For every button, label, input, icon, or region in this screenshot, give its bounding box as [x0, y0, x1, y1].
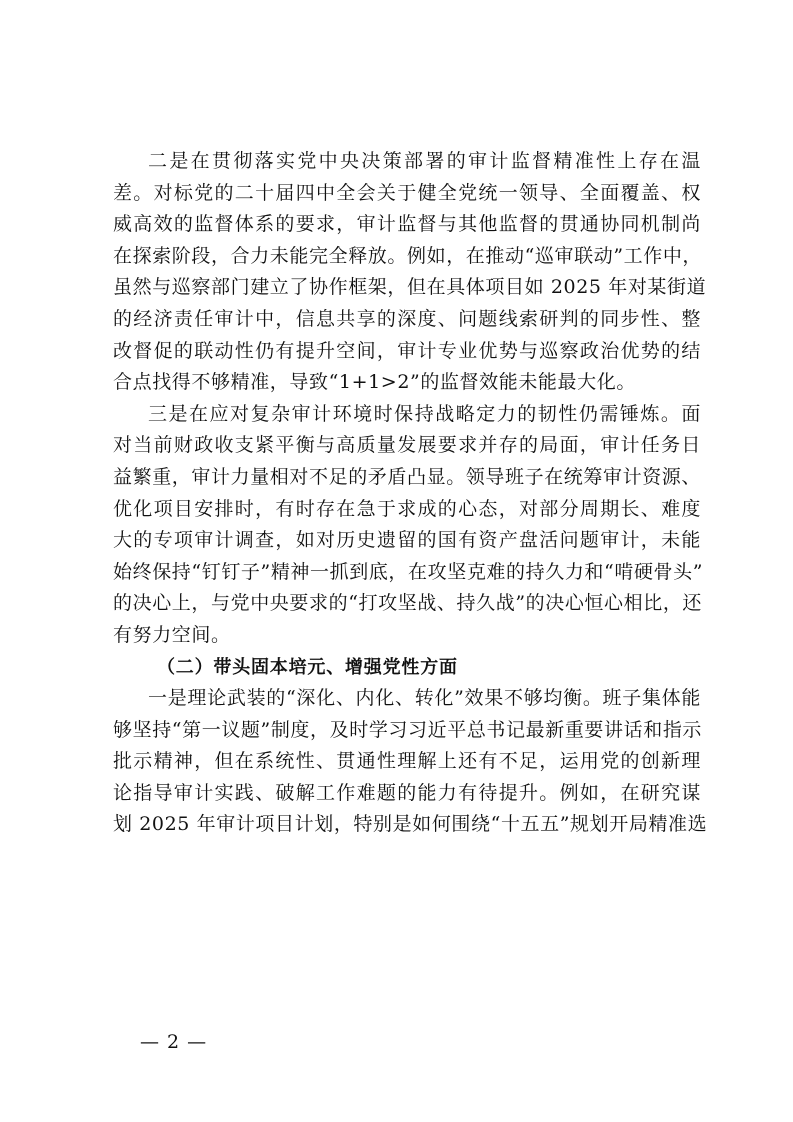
paragraph-theory-study: [113, 683, 708, 841]
text-line: 批示精神，但在系统性、贯通性理解上还有不足，运用党的创新理: [113, 750, 701, 773]
text-line: 始终保持“钉钉子”精神一抓到底，在攻坚克难的持久力和“啃硬骨头”: [113, 560, 704, 583]
page-number: — 2 —: [140, 1031, 208, 1053]
text-line: 优化项目安排时，有时存在急于求成的心态，对部分周期长、难度: [113, 497, 701, 520]
text-line: 益繁重，审计力量相对不足的矛盾凸显。领导班子在统筹审计资源、: [113, 465, 702, 488]
text-line: 划 2025 年审计项目计划，特别是如何围绕“十五五”规划开局精准选: [113, 813, 708, 836]
text-line: 在探索阶段，合力未能完全释放。例如，在推动“巡审联动”工作中，: [113, 244, 703, 267]
text-line: 论指导审计实践、破解工作难题的能力有待提升。例如，在研究谋: [113, 781, 701, 804]
text-line: 合点找得不够精准，导致“1+1>2”的监督效能未能最大化。: [113, 371, 636, 394]
text-line: 虽然与巡察部门建立了协作框架，但在具体项目如 2025 年对某街道: [113, 276, 707, 299]
section-heading: （二）带头固本培元、增强党性方面: [157, 656, 458, 678]
text-line: 三是在应对复杂审计环境时保持战略定力的韧性仍需锤炼。面: [148, 402, 701, 425]
text-line: 差。对标党的二十届四中全会关于健全党统一领导、全面覆盖、权: [113, 181, 701, 204]
text-line: 二是在贯彻落实党中央决策部署的审计监督精准性上存在温: [148, 150, 701, 172]
text-line: 威高效的监督体系的要求，审计监督与其他监督的贯通协同机制尚: [113, 213, 701, 236]
document-body: [113, 146, 708, 841]
text-line: 大的专项审计调查，如对历史遗留的国有资产盘活问题审计，未能: [113, 529, 701, 552]
paragraph-audit-precision: [113, 146, 707, 399]
text-line: 的经济责任审计中，信息共享的深度、问题线索研判的同步性、整: [113, 307, 701, 330]
text-line: 一是理论武装的“深化、内化、转化”效果不够均衡。班子集体能: [148, 687, 701, 710]
text-line: 的决心上，与党中央要求的“打攻坚战、持久战”的决心恒心相比，还: [113, 592, 703, 615]
text-line: 对当前财政收支紧平衡与高质量发展要求并存的局面，审计任务日: [113, 434, 701, 457]
text-line: 够坚持“第一议题”制度，及时学习习近平总书记最新重要讲话和指示: [113, 718, 703, 741]
paragraph-strategic-resilience: [113, 399, 704, 652]
text-line: 有努力空间。: [113, 623, 231, 646]
text-line: 改督促的联动性仍有提升空间，审计专业优势与巡察政治优势的结: [113, 339, 701, 362]
